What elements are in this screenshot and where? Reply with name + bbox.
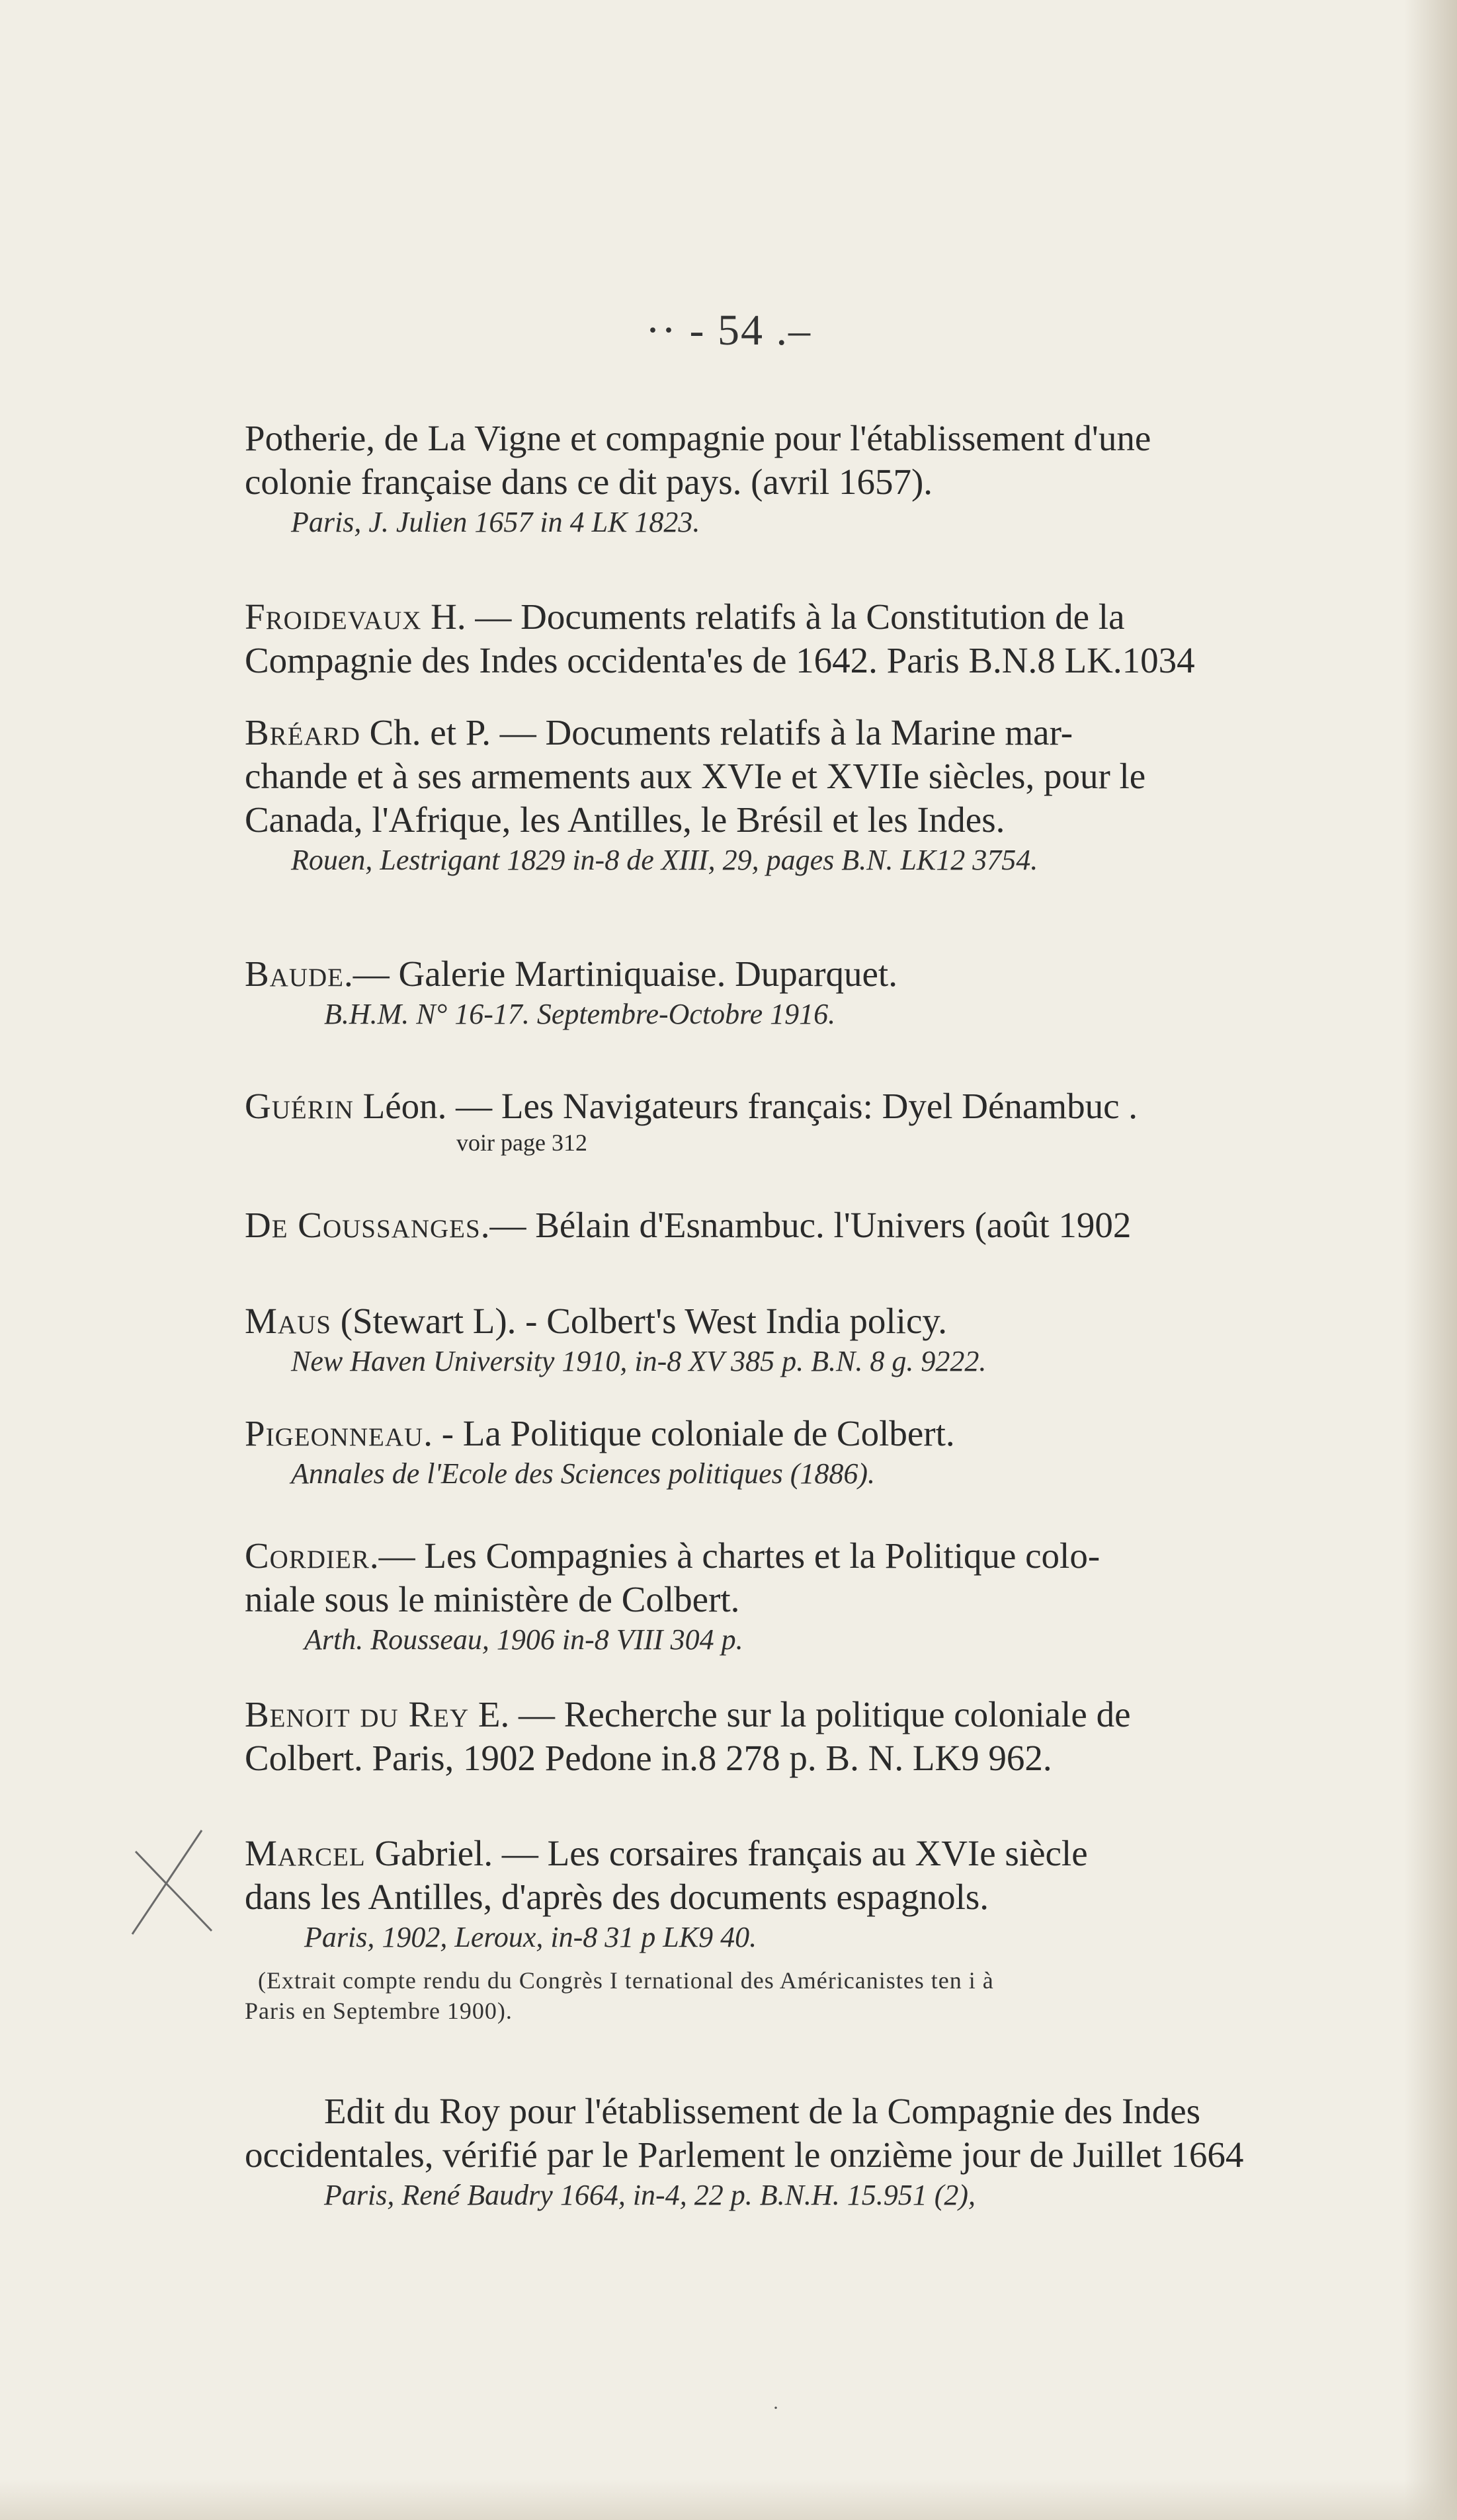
entry-line: Colbert. Paris, 1902 Pedone in.8 278 p. B. N. LK9 962. [245, 1738, 1052, 1778]
page-number: ·· - 54 .– [645, 306, 812, 354]
entry-author: Froidevaux [245, 596, 422, 637]
entry-citation: Rouen, Lestrigant 1829 in-8 de XIII, 29, pages B.N. LK12 3754. [291, 844, 1038, 876]
entry-extract-note: Paris en Septembre 1900). [245, 1998, 513, 2024]
bibliography-entry-benoit [245, 1693, 1395, 1780]
entry-line: Compagnie des Indes occidenta'es de 1642. Paris B.N.8 LK.1034 [245, 640, 1195, 680]
entry-citation: Paris, René Baudry 1664, in-4, 22 p. B.N.H. 15.951 (2), [324, 2179, 976, 2211]
entry-author: Guérin [245, 1086, 354, 1126]
bibliography-entry-cordier [245, 1534, 1395, 1658]
entry-author: Benoit du Rey [245, 1694, 470, 1734]
entry-line: dans les Antilles, d'après des documents espagnols. [245, 1877, 989, 1917]
bibliography-entry-pigeonneau [245, 1412, 1395, 1492]
entry-citation: Paris, 1902, Leroux, in-8 31 p LK9 40. [304, 1921, 757, 1953]
bibliography-entry-marcel [245, 1832, 1395, 2026]
entry-line: Canada, l'Afrique, les Antilles, le Brésil et les Indes. [245, 799, 1005, 840]
entry-citation: Arth. Rousseau, 1906 in-8 VIII 304 p. [304, 1623, 743, 1656]
entry-citation: B.H.M. N° 16-17. Septembre-Octobre 1916. [324, 998, 836, 1030]
entry-line: E. — Recherche sur la politique coloniale de [478, 1694, 1131, 1734]
entry-line: . - La Politique coloniale de Colbert. [423, 1413, 955, 1453]
entry-line: Léon. — Les Navigateurs français: Dyel Dénambuc . [362, 1086, 1138, 1126]
entry-author: Maus [245, 1301, 331, 1341]
ink-speck: · [772, 2397, 779, 2419]
entry-line: colonie française dans ce dit pays. (avril 1657). [245, 462, 933, 502]
entry-line: Gabriel. — Les corsaires français au XVIe siècle [374, 1833, 1088, 1873]
entry-line: occidentales, vérifié par le Parlement le onzième jour de Juillet 1664 [245, 2134, 1244, 2175]
bibliography-entry-froidevaux [245, 595, 1395, 682]
page-bottom-shadow [0, 2480, 1457, 2520]
bibliography-entry-coussanges [245, 1203, 1395, 1247]
entry-line: niale sous le ministère de Colbert. [245, 1579, 740, 1619]
bibliography-entry-edit-du-roy [245, 2090, 1395, 2214]
entry-line: chande et à ses armements aux XVIe et XVIIe siècles, pour le [245, 756, 1146, 796]
entry-citation: New Haven University 1910, in-8 XV 385 p. B.N. 8 g. 9222. [291, 1345, 987, 1377]
entry-line: .— Les Compagnies à chartes et la Politique colo- [369, 1535, 1101, 1576]
margin-cross-mark [119, 1825, 218, 1937]
entry-author: De Coussanges [245, 1205, 481, 1245]
bibliography-entry-breard [245, 711, 1395, 879]
entry-line: Edit du Roy pour l'établissement de la Compagnie des Indes [324, 2091, 1201, 2131]
margin-cross-label: X [119, 1825, 120, 1826]
entry-line: (Stewart L). - Colbert's West India policy. [340, 1301, 948, 1341]
entry-line: .— Galerie Martiniquaise. Duparquet. [344, 954, 897, 994]
bibliography-entry-baude [245, 952, 1395, 1033]
bibliography-entry-guerin [245, 1084, 1395, 1157]
entry-author: Pigeonneau [245, 1413, 424, 1453]
entry-line: H. — Documents relatifs à la Constitution de la [431, 596, 1125, 637]
entry-author: Baude [245, 954, 345, 994]
entry-extract-note: (Extrait compte rendu du Congrès I ternational des Américanistes ten i à [258, 1967, 994, 1994]
bibliography-entry-maus [245, 1299, 1395, 1380]
entry-author: Marcel [245, 1833, 366, 1873]
entry-author: Bréard [245, 712, 360, 752]
entry-note: voir page 312 [456, 1129, 587, 1156]
entry-line: .— Bélain d'Esnambuc. l'Univers (août 1902 [480, 1205, 1132, 1245]
bibliography-entry-potherie [245, 417, 1395, 541]
entry-line: Potherie, de La Vigne et compagnie pour l'établissement d'une [245, 418, 1151, 458]
entry-author: Cordier [245, 1535, 370, 1576]
page-edge-shadow [1404, 0, 1457, 2520]
entry-line: Ch. et P. — Documents relatifs à la Marine mar- [369, 712, 1073, 752]
entry-citation: Annales de l'Ecole des Sciences politiques (1886). [291, 1457, 876, 1490]
entry-citation: Paris, J. Julien 1657 in 4 LK 1823. [291, 506, 700, 538]
